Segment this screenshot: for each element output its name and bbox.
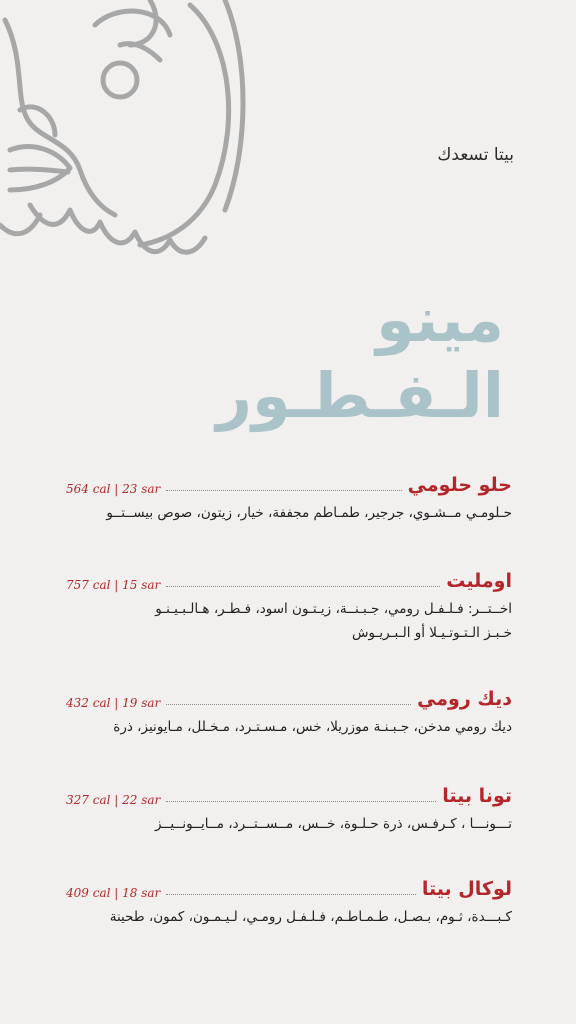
dotted-leader [166,586,440,587]
menu-item-name: لوكال بيتا [421,878,512,900]
menu-item-header [66,684,512,710]
dotted-leader [166,704,411,705]
menu-item-header [66,470,512,496]
menu-item-meta: 409 cal | 18 sar [66,886,161,900]
menu-item-description: تـــونـــا ، كـرفـس، ذرة حـلـوة، خــس، مــســتــرد، مــايــونــيــز [155,816,512,832]
menu-item-meta: 564 cal | 23 sar [66,482,161,496]
menu-item [66,874,512,928]
menu-title-line2: الـفـطـور [216,359,504,432]
dotted-leader [166,801,436,802]
menu-title-line1: مينو [376,283,504,356]
menu-item [66,684,512,738]
menu-item-name: حلو حلومي [407,474,512,496]
menu-item-meta: 327 cal | 22 sar [66,793,161,807]
menu-item-name: اومليت [446,570,512,592]
menu-item-description: اخــتــر: فـلـفـل رومي، جـبـنــة، زيـتـون اسود، فـطـر، هـالـبـيـنـو [155,601,512,617]
menu-item [66,470,512,524]
menu-item-description-line2: خـبـز الـتـوتـيـلا أو الـبـريـوش [351,625,512,641]
menu-title [216,282,504,434]
menu-item-name: تونا بيتا [442,785,512,807]
dotted-leader [166,490,401,491]
menu-item-name: ديك رومي [417,688,512,710]
menu-item-meta: 757 cal | 15 sar [66,578,161,592]
menu-item [66,566,512,644]
face-line-art [0,0,250,270]
dotted-leader [166,894,416,895]
menu-item-description: حـلومـي مــشـوي، جرجير، طمـاطم مجففة، خيار، زيتون، صوص بيســتــو [106,505,512,521]
menu-item-meta: 432 cal | 19 sar [66,696,161,710]
menu-item-description: ديك رومي مدخن، جـبـنـة موزريلا، خس، مـسـتـرد، مـخـلل، مـايونيز، ذرة [113,719,512,735]
tagline: بيتا تسعدك [437,145,514,165]
menu-item-header [66,566,512,592]
menu-item-description: كـبـــدة، ثـوم، بـصـل، طـمـاطـم، فـلـفـل رومـي، لـيـمـون، كمون، طحينة [109,909,512,925]
menu-item-header [66,781,512,807]
menu-item-header [66,874,512,900]
menu-item [66,781,512,835]
